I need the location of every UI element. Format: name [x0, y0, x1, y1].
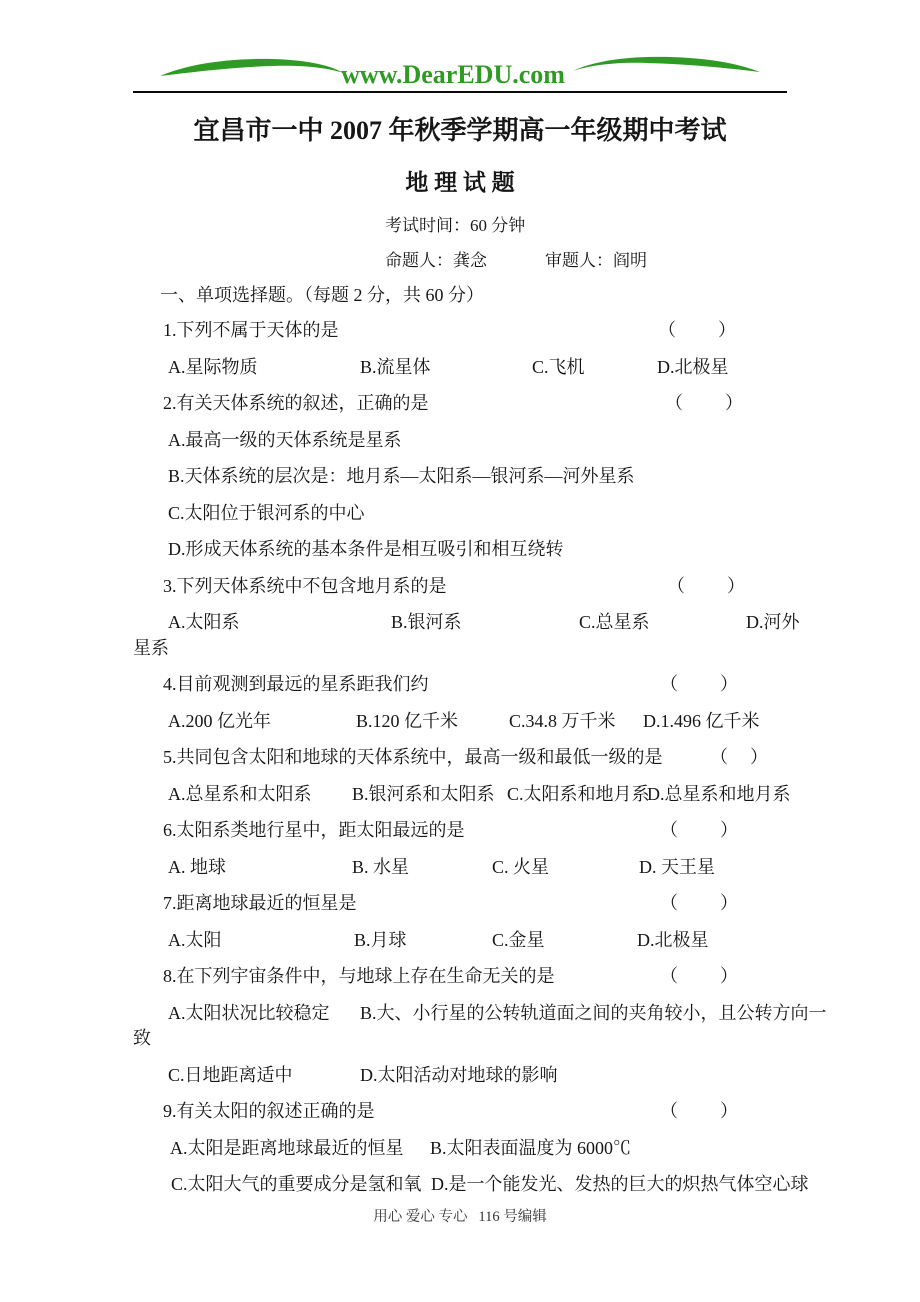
footer-note: 用心 爱心 专心 116 号编辑 [373, 1209, 547, 1225]
option-item: B.流星体 [360, 356, 431, 377]
question-line [133, 747, 833, 784]
header-divider [133, 91, 787, 93]
option-item: C.金星 [492, 929, 545, 950]
option-item: B.银河系 [391, 612, 462, 632]
question-line [133, 674, 833, 711]
answer-bracket: （ ） [660, 674, 740, 694]
option-row [133, 1138, 833, 1175]
option-row [133, 857, 833, 894]
option-row [133, 784, 833, 821]
option-item: A.总星系和太阳系 [168, 783, 312, 804]
question-line [133, 320, 833, 357]
option-item: D. 天王星 [639, 856, 715, 877]
question-line [133, 393, 833, 430]
option-item: A.星际物质 [168, 356, 258, 377]
question-line [133, 576, 833, 613]
exam-reviewer: 审题人：阎明 [545, 251, 647, 270]
swoosh-left-icon [160, 59, 343, 76]
exam-subject-title: 地 理 试 题 [405, 170, 515, 195]
wrapped-text: 致 [133, 1028, 151, 1048]
question-stem: 8.在下列宇宙条件中，与地球上存在生命无关的是 [163, 966, 555, 986]
answer-bracket: （ ） [660, 893, 740, 913]
option-item: B.太阳表面温度为 6000℃ [430, 1137, 632, 1158]
option-item: A.太阳状况比较稳定 [168, 1002, 330, 1023]
question-stem: 9.有关太阳的叙述正确的是 [163, 1101, 375, 1121]
question-list [133, 320, 833, 1211]
option-row [133, 1065, 833, 1102]
logo-text: www.DearEDU.com [341, 60, 565, 89]
option-item: C.日地距离适中 [168, 1064, 293, 1085]
question-stem: 5.共同包含太阳和地球的天体系统中，最高一级和最低一级的是 [163, 747, 663, 767]
option-item: D.形成天体系统的基本条件是相互吸引和相互绕转 [168, 539, 564, 559]
exam-setter: 命题人：龚念 [385, 251, 487, 270]
question-line [133, 893, 833, 930]
option-row [133, 503, 833, 540]
wrapped-text-line [133, 1028, 833, 1065]
option-item: A.太阳系 [168, 612, 240, 632]
swoosh-right-icon [573, 57, 760, 72]
question-stem: 2.有关天体系统的叙述，正确的是 [163, 393, 429, 413]
question-stem: 6.太阳系类地行星中，距太阳最远的是 [163, 820, 465, 840]
exam-duration: 考试时间：60 分钟 [385, 216, 526, 235]
answer-bracket: （ ） [665, 393, 745, 413]
option-item: D.北极星 [637, 929, 709, 950]
option-item: C. 火星 [492, 856, 550, 877]
option-item: C.34.8 万千米 [509, 710, 616, 731]
option-item: D.是一个能发光、发热的巨大的炽热气体空心球 [431, 1174, 809, 1194]
option-item: B. 水星 [352, 856, 410, 877]
question-stem: 7.距离地球最近的恒星是 [163, 893, 357, 913]
option-item: D.河外 [746, 612, 800, 632]
question-line [133, 820, 833, 857]
option-item: A. 地球 [168, 856, 226, 877]
option-row [133, 357, 833, 394]
wrapped-text-line [133, 638, 833, 675]
option-item: C.飞机 [532, 356, 585, 377]
answer-bracket: （ ） [658, 320, 738, 340]
answer-bracket: （ ） [660, 1101, 740, 1121]
option-row [133, 711, 833, 748]
option-row [133, 930, 833, 967]
answer-bracket: （ ） [667, 575, 747, 596]
question-stem: 1.下列不属于天体的是 [163, 320, 339, 340]
option-item: C.太阳系和地月系 [507, 783, 650, 804]
question-stem: 4.目前观测到最远的星系距我们约 [163, 674, 429, 694]
dearedu-logo [133, 52, 787, 92]
option-item: A.太阳是距离地球最近的恒星 [170, 1137, 404, 1158]
section-heading: 一、单项选择题。（每题 2 分，共 60 分） [160, 285, 484, 305]
option-item: B.月球 [354, 929, 407, 950]
option-item: D.太阳活动对地球的影响 [360, 1064, 558, 1085]
answer-bracket: （ ） [660, 966, 740, 986]
wrapped-text: 星系 [133, 637, 169, 658]
option-row [133, 466, 833, 503]
option-item: C.总星系 [579, 612, 650, 632]
answer-bracket: （ ） [660, 820, 740, 840]
option-row [133, 430, 833, 467]
option-item: C.太阳位于银河系的中心 [168, 502, 365, 523]
option-item: B.银河系和太阳系 [352, 783, 495, 804]
option-item: D.北极星 [657, 356, 729, 377]
option-item: A.太阳 [168, 929, 222, 950]
question-line [133, 1101, 833, 1138]
question-stem: 3.下列天体系统中不包含地月系的是 [163, 575, 447, 596]
option-row [133, 539, 833, 576]
option-item: D.总星系和地月系 [647, 783, 791, 804]
option-item: C.太阳大气的重要成分是氢和氧 [171, 1174, 422, 1194]
exam-title: 宜昌市一中 2007 年秋季学期高一年级期中考试 [193, 116, 727, 145]
option-item: B.大、小行星的公转轨道面之间的夹角较小，且公转方向一 [360, 1002, 827, 1023]
question-line [133, 966, 833, 1003]
option-item: D.1.496 亿千米 [643, 710, 760, 731]
option-item: A.最高一级的天体系统是星系 [168, 429, 402, 450]
option-item: B.天体系统的层次是：地月系—太阳系—银河系—河外星系 [168, 466, 635, 486]
answer-bracket: （ ） [710, 747, 770, 767]
exam-people-row [0, 246, 920, 268]
option-item: B.120 亿千米 [356, 710, 459, 731]
option-item: A.200 亿光年 [168, 710, 271, 731]
